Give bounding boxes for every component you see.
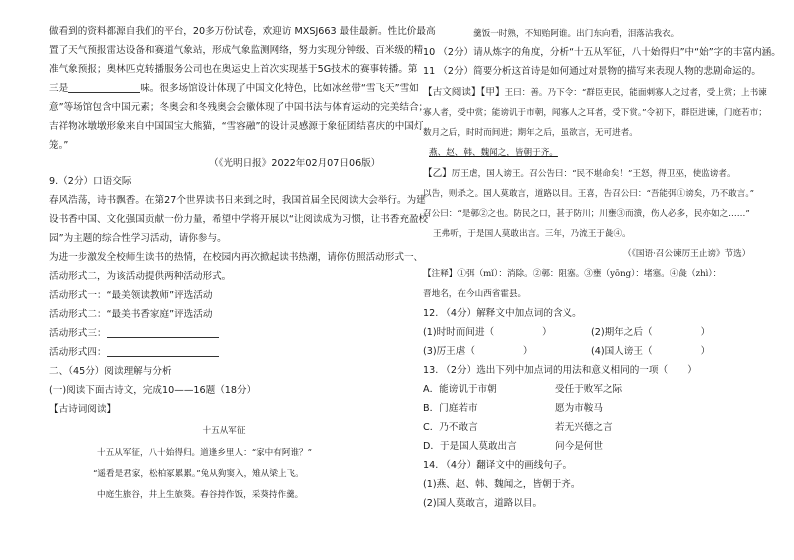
classical-text-jia: [423, 87, 767, 99]
paren: ）: [542, 327, 552, 338]
paren: ）: [700, 327, 711, 338]
option-c[interactable]: C．乃不敢言: [423, 422, 478, 433]
passage-text: 三是: [49, 83, 69, 94]
answer-blank[interactable]: [107, 347, 219, 357]
answer-blank[interactable]: [68, 83, 140, 93]
q12-item-2: [591, 327, 710, 339]
question-10: 10 （2分）请从炼字的角度，分析“十五从军征，八十始得归”中“始”字的丰富内涵。: [423, 47, 781, 58]
classical-text-yi: [423, 168, 736, 180]
source-citation: （《光明日报》2022年02月07日06版）: [209, 158, 381, 169]
classical-line: 数月之后，时时而间进；期年之后，虽欲言，无可进者。: [423, 128, 638, 138]
classical-line: 以告，则杀之。国人莫敢言，道路以目。王喜，告召公曰：“吾能弭①谤矣，乃不敢言。”: [423, 189, 755, 199]
question-14: 14. （4分）翻译文中的画线句子。: [423, 460, 573, 471]
question-text: 园”为主题的综合性学习活动，请你参与。: [49, 233, 227, 244]
poem-tag: 【古诗词阅读】: [49, 404, 117, 415]
answer-space[interactable]: [494, 328, 542, 337]
option-c-pair: 若无兴德之言: [555, 422, 613, 433]
q14-sentence-2: (2)国人莫敢言，道路以目。: [423, 498, 543, 509]
activity-3: [49, 328, 219, 340]
jia-tag: 【古文阅读】【甲】: [423, 87, 505, 98]
activity-label: 活动形式三：: [49, 328, 107, 339]
item-label: (1)时时而间进（: [423, 327, 495, 338]
option-b-pair: 愿为市鞍马: [555, 403, 603, 414]
paren: ）: [522, 346, 533, 357]
answer-space[interactable]: [653, 347, 701, 356]
activity-1: 活动形式一：“最美领读教师”评选活动: [49, 290, 213, 301]
option-d[interactable]: D．于是国人莫敢出言: [423, 441, 517, 452]
question-text: 设书香中国、文化强国贡献一份力量，希望中学将开展以“让阅读成为习惯，让书香充盈校: [49, 214, 429, 225]
underlined-sentence: 燕、赵、韩、魏闻之，皆朝于齐。: [429, 148, 558, 158]
option-a[interactable]: A．能谤讥于市朝: [423, 384, 497, 395]
classical-line: 厉王虐，国人谤王。召公告曰：“民不堪命矣！”王怒，得卫巫，使监谤者。: [451, 169, 736, 179]
passage-text: 味。很多场馆设计体现了中国文化特色，比如冰丝带“雪飞天”雪如: [140, 83, 419, 94]
classical-line: 王弗听，于是国人莫敢出言。三年，乃流王于彘④。: [433, 229, 631, 239]
classical-line: 寡人者，受中赏；能谤讥于市朝，闻寡人之耳者，受下赏。”令初下，群臣进谏，门庭若市；: [423, 108, 767, 118]
activity-label: 活动形式四：: [49, 347, 107, 358]
q12-item-3: [423, 346, 533, 358]
paren: ）: [700, 346, 711, 357]
option-b[interactable]: B．门庭若市: [423, 403, 478, 414]
item-label: (3)厉王虐（: [423, 346, 475, 357]
poem-line: 羹饭一时熟，不知贻阿谁。出门东向看，泪落沾我衣。: [473, 29, 680, 39]
poem-line: 十五从军征，八十始得归。道逢乡里人：“家中有阿谁？”: [97, 448, 313, 458]
annotation: 晋地名，在今山西省霍县。: [423, 289, 527, 299]
q12-item-1: [423, 327, 552, 339]
passage-line: 做看到的资料都源自我们的平台，20多万份试卷，欢迎访 MXSJ663 最佳最新。性比价最高: [49, 26, 436, 37]
poem-title: 十五从军征: [202, 426, 246, 436]
answer-space[interactable]: [653, 328, 701, 337]
question-12: 12. （4分）解释文中加点词的含义。: [423, 308, 582, 319]
annotation: 【注释】①弭（mǐ）：消除。②鄣：阻塞。③壅（yōng）：堵塞。④彘（zhì）：: [423, 269, 722, 279]
question-text: 为进一步激发全校师生读书的热情，在校园内再次掀起读书热潮，请你仿照活动形式一、: [49, 252, 424, 263]
classical-line: 召公曰：“是鄣②之也。防民之口，甚于防川；川壅③而溃，伤人必多，民亦如之……”: [423, 209, 750, 219]
answer-blank[interactable]: [107, 328, 219, 338]
passage-line: 吉祥物冰墩墩形象来自中国国宝大熊猫，“雪容融”的设计灵感源于象征团结喜庆的中国灯: [49, 121, 424, 132]
question-13: 13. （2分）选出下列中加点词的用法和意义相同的一项（ ）: [423, 365, 697, 376]
poem-line: “遥看是君家，松柏冢累累。”兔从狗窦入，雉从梁上飞。: [93, 469, 304, 479]
item-label: (4)国人谤王（: [591, 346, 653, 357]
q14-sentence-1: (1)燕、赵、韩、魏闻之，皆朝于齐。: [423, 479, 581, 490]
item-label: (2)期年之后（: [591, 327, 653, 338]
question-11: 11 （2分）简要分析这首诗是如何通过对景物的描写来表现人物的悲剧命运的。: [423, 66, 761, 77]
activity-4: [49, 347, 219, 359]
poem-line: 中庭生旅谷，井上生旅葵。舂谷持作饭，采葵持作羹。: [97, 490, 304, 500]
question-9-title: 9.（2分）口语交际: [49, 176, 132, 187]
q12-item-4: [591, 346, 710, 358]
passage-line: 笼。”: [49, 140, 69, 151]
source-citation: （《国语·召公谏厉王止谤》节选）: [623, 249, 751, 259]
classical-line: 王曰：善。乃下令：“群臣吏民，能面刺寡人之过者，受上赏；上书谏: [504, 88, 767, 98]
option-d-pair: 问今是何世: [555, 441, 603, 452]
section-2-heading: 二、（45分）阅读理解与分析: [49, 366, 172, 377]
question-text: 活动形式二，为该活动提供两种活动形式。: [49, 271, 232, 282]
passage-line-with-blank: [49, 83, 419, 95]
subsection-heading: (一)阅读下面古诗文，完成10——16题（18分）: [49, 385, 257, 396]
option-a-pair: 受任于败军之际: [555, 384, 623, 395]
passage-line: 意”等场馆包含中国元素；冬奥会和冬残奥会会徽体现了中国书法与体育运动的完美结合；: [49, 102, 429, 113]
question-text: 春风浩荡，诗书飘香。在第27个世界读书日来到之时，我国首届全民阅读大会举行。为建: [49, 195, 426, 206]
answer-space[interactable]: [475, 347, 523, 356]
yi-tag: 【乙】: [423, 168, 452, 179]
passage-line: 置了天气预报雷达设备和赛道气象站，形成气象监测网络，努力实现分钟级、百米级的精: [49, 45, 424, 56]
passage-line: 准气象预报；奥林匹克转播服务公司也在奥运史上首次实现基于5G技术的赛事转播。第: [49, 64, 418, 75]
activity-2: 活动形式二：“最美书香家庭”评选活动: [49, 309, 213, 320]
